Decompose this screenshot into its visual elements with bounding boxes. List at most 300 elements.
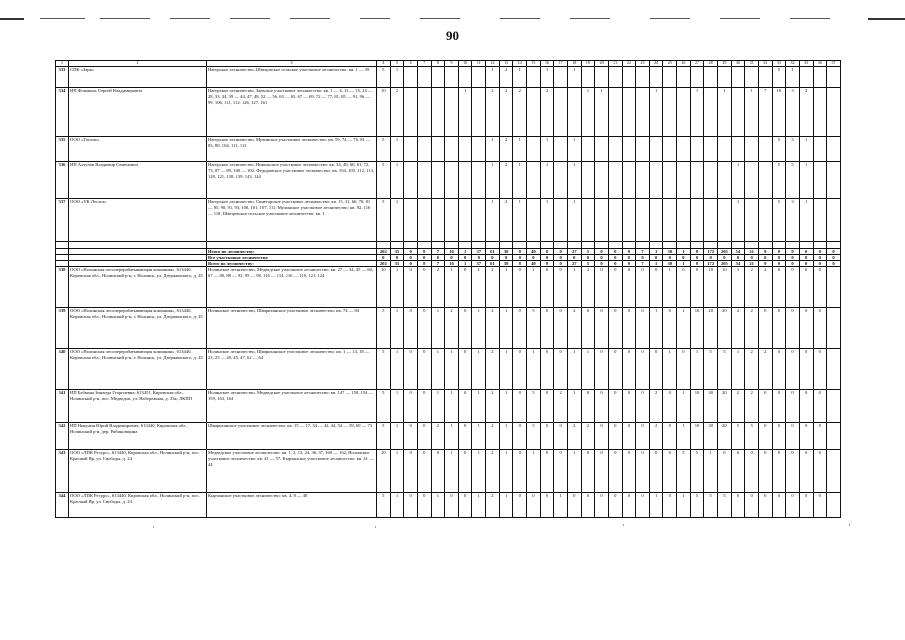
value-cell: 0 <box>663 492 677 517</box>
value-cell: 1 <box>390 198 404 241</box>
value-cell: 0 <box>622 266 636 307</box>
table-row <box>56 87 841 136</box>
scan-border <box>650 18 690 19</box>
value-cell: 0 <box>636 389 650 422</box>
value-cell <box>417 66 431 87</box>
value-cell: 2 <box>499 136 513 161</box>
value-cell: 2 <box>486 266 500 307</box>
value-cell: 0 <box>622 389 636 422</box>
location-cell: Нагорское лесничество, Швецовское сельское участковое лесничество: кв. 1 — 39 <box>207 66 377 87</box>
table-row <box>56 161 841 198</box>
value-cell <box>827 198 841 241</box>
column-number-cell: 2 <box>69 61 207 67</box>
total-value-cell: 0 <box>499 254 513 260</box>
value-cell: 0 <box>786 492 800 517</box>
scan-speck: · <box>622 520 625 530</box>
value-cell: 0 <box>554 266 568 307</box>
value-cell <box>404 198 418 241</box>
value-cell: 0 <box>540 422 554 449</box>
total-value-cell: 0 <box>622 260 636 266</box>
total-value-cell: 0 <box>745 254 759 260</box>
total-value-cell: 0 <box>554 254 568 260</box>
value-cell: 2 <box>649 422 663 449</box>
value-cell: 0 <box>622 492 636 517</box>
value-cell: 1 <box>677 389 691 422</box>
value-cell <box>417 161 431 198</box>
value-cell: 0 <box>799 422 813 449</box>
total-value-cell: 0 <box>786 248 800 254</box>
value-cell: 0 <box>608 449 622 492</box>
value-cell: 0 <box>799 389 813 422</box>
value-cell <box>690 198 704 241</box>
value-cell: 2 <box>390 87 404 136</box>
value-cell: 1 <box>499 389 513 422</box>
value-cell: 1 <box>595 87 609 136</box>
value-cell <box>704 87 718 136</box>
value-cell: 1 <box>567 161 581 198</box>
value-cell: 0 <box>417 422 431 449</box>
total-value-cell: 0 <box>431 254 445 260</box>
total-value-cell: 27 <box>567 248 581 254</box>
value-cell <box>827 389 841 422</box>
value-cell: 5 <box>377 389 391 422</box>
value-cell <box>554 161 568 198</box>
value-cell <box>417 136 431 161</box>
tenant-name-cell: ООО «УК Лесхоз» <box>69 198 207 241</box>
total-value-cell: 0 <box>608 254 622 260</box>
value-cell: 0 <box>540 389 554 422</box>
value-cell: 0 <box>636 492 650 517</box>
value-cell <box>731 66 745 87</box>
total-value-cell: 1 <box>458 248 472 254</box>
total-value-cell: 0 <box>827 254 841 260</box>
value-cell: 2 <box>567 422 581 449</box>
value-cell <box>731 87 745 136</box>
total-value-cell: 0 <box>649 254 663 260</box>
value-cell: 0 <box>608 492 622 517</box>
value-cell <box>663 161 677 198</box>
row-number-cell: 334 <box>56 87 69 136</box>
table-row <box>56 492 841 517</box>
total-value-cell: 0 <box>595 248 609 254</box>
column-number-cell: 28 <box>704 61 718 67</box>
scan-border <box>500 18 540 19</box>
value-cell: 0 <box>622 307 636 348</box>
value-cell: 0 <box>417 307 431 348</box>
value-cell: 0 <box>581 449 595 492</box>
column-number-cell: 31 <box>745 61 759 67</box>
location-cell: Нагорское лесничество, Никольское участковое лесничество: кв. 34, 49, 60, 61, 72, 73, 87 — 89, 100 — 102, Федоровское участковое лесничество: кв. 104, 105, 112, 113, 120, 121, 138, 139, 143, 144 <box>207 161 377 198</box>
value-cell: 1 <box>431 492 445 517</box>
value-cell: 0 <box>772 307 786 348</box>
total-value-cell: 54 <box>731 248 745 254</box>
total-value-cell: 202 <box>377 260 391 266</box>
value-cell <box>677 198 691 241</box>
total-value-cell: 7 <box>636 248 650 254</box>
value-cell: 1 <box>677 492 691 517</box>
value-cell <box>718 136 732 161</box>
value-cell: 5 <box>772 66 786 87</box>
value-cell: 0 <box>513 449 527 492</box>
value-cell: 2 <box>758 348 772 389</box>
value-cell: 2 <box>486 389 500 422</box>
value-cell <box>527 87 541 136</box>
value-cell <box>445 161 459 198</box>
total-value-cell: 0 <box>799 254 813 260</box>
value-cell: 1 <box>499 492 513 517</box>
value-cell <box>677 161 691 198</box>
value-cell: 0 <box>622 348 636 389</box>
column-number-cell: 17 <box>554 61 568 67</box>
value-cell: 0 <box>513 307 527 348</box>
value-cell: 3 <box>786 136 800 161</box>
value-cell <box>622 161 636 198</box>
spacer-cell <box>649 241 663 248</box>
value-cell: 5 <box>772 161 786 198</box>
value-cell: 0 <box>649 449 663 492</box>
spacer-cell <box>690 241 704 248</box>
value-cell <box>404 66 418 87</box>
value-cell: 5 <box>718 348 732 389</box>
value-cell: 0 <box>813 449 827 492</box>
value-cell: 7 <box>758 87 772 136</box>
value-cell: 0 <box>636 449 650 492</box>
location-cell: Нолинское лесничество, Швариханское участковое лесничество: кв. 74 — 84 <box>207 307 377 348</box>
value-cell <box>622 66 636 87</box>
value-cell <box>813 136 827 161</box>
value-cell <box>758 161 772 198</box>
column-number-cell: 15 <box>527 61 541 67</box>
value-cell: 5 <box>690 492 704 517</box>
total-value-cell: 30 <box>663 248 677 254</box>
value-cell <box>445 87 459 136</box>
value-cell <box>704 161 718 198</box>
table-row <box>56 266 841 307</box>
value-cell: 0 <box>608 422 622 449</box>
scan-speck: · <box>848 520 851 530</box>
value-cell: 5 <box>772 136 786 161</box>
value-cell: 0 <box>677 266 691 307</box>
column-number-cell: 30 <box>731 61 745 67</box>
value-cell: 1 <box>472 422 486 449</box>
value-cell <box>663 198 677 241</box>
tenant-name-cell: ИП Никулин Юрий Владимирович; 613440, Кировская обл., Нолинский р-н, дер. Рябиновщина <box>69 422 207 449</box>
table-row <box>56 422 841 449</box>
value-cell <box>472 198 486 241</box>
total-value-cell: 0 <box>458 254 472 260</box>
total-value-cell: 8 <box>540 248 554 254</box>
total-value-cell: 0 <box>404 254 418 260</box>
value-cell: 5 <box>377 136 391 161</box>
column-number-cell: 22 <box>622 61 636 67</box>
value-cell: 5 <box>377 66 391 87</box>
value-cell: 0 <box>540 449 554 492</box>
value-cell <box>758 136 772 161</box>
value-cell: 1 <box>445 422 459 449</box>
spacer-cell <box>445 241 459 248</box>
location-cell: Нагорское лесничество, Синегорское участковое лесничество: кв. 15, 31, 66, 70, 81 — 85, 90, 91, 93, 100, 101, 107, 111, Мулинское участковое лесничество: кв. 92, 116 — 118, Швецовское сельское участковое лесничество: кв. 1 <box>207 198 377 241</box>
value-cell: 1 <box>799 161 813 198</box>
total-value-cell: 0 <box>813 248 827 254</box>
value-cell: 0 <box>758 422 772 449</box>
value-cell: 5 <box>704 492 718 517</box>
value-cell <box>608 198 622 241</box>
location-cell: Кырчанское участковое лесничество: кв. 4, 8 — 40 <box>207 492 377 517</box>
spacer-cell <box>69 241 207 248</box>
value-cell: 2 <box>649 389 663 422</box>
value-cell: 1 <box>445 449 459 492</box>
value-cell: 0 <box>513 492 527 517</box>
value-cell: 0 <box>622 449 636 492</box>
value-cell <box>827 307 841 348</box>
value-cell: 1 <box>513 161 527 198</box>
scan-border <box>290 18 330 19</box>
spacer-cell <box>417 241 431 248</box>
value-cell: 0 <box>513 389 527 422</box>
row-number-cell: 344 <box>56 492 69 517</box>
value-cell: 0 <box>417 492 431 517</box>
value-cell: 0 <box>799 492 813 517</box>
total-value-cell: 40 <box>527 260 541 266</box>
column-number-cell: 20 <box>595 61 609 67</box>
value-cell: 1 <box>431 389 445 422</box>
value-cell <box>813 87 827 136</box>
value-cell: 0 <box>554 422 568 449</box>
spacer-cell <box>404 241 418 248</box>
value-cell <box>622 198 636 241</box>
value-cell: 0 <box>540 492 554 517</box>
value-cell <box>458 161 472 198</box>
total-value-cell: 0 <box>417 254 431 260</box>
value-cell <box>677 66 691 87</box>
value-cell <box>431 161 445 198</box>
total-value-cell: 40 <box>527 248 541 254</box>
total-value-cell: 0 <box>704 254 718 260</box>
value-cell <box>649 198 663 241</box>
value-cell: 10 <box>704 266 718 307</box>
value-cell: 5 <box>690 449 704 492</box>
value-cell: 0 <box>663 389 677 422</box>
row-number-cell: 340 <box>56 348 69 389</box>
scan-border <box>720 18 760 19</box>
total-value-cell: 0 <box>390 254 404 260</box>
value-cell: 1 <box>581 87 595 136</box>
value-cell: 1 <box>663 266 677 307</box>
value-cell: 5 <box>377 492 391 517</box>
column-number-cell: 32 <box>758 61 772 67</box>
value-cell: 2 <box>431 422 445 449</box>
row-number-cell: 342 <box>56 422 69 449</box>
value-cell: 5 <box>704 348 718 389</box>
value-cell: 0 <box>772 449 786 492</box>
value-cell <box>663 87 677 136</box>
total-value-cell: 202 <box>377 248 391 254</box>
total-value-cell: 0 <box>677 254 691 260</box>
total-value-cell: 9 <box>758 260 772 266</box>
spacer-cell <box>799 241 813 248</box>
value-cell: 2 <box>745 307 759 348</box>
column-number-cell: 3 <box>207 61 377 67</box>
total-value-cell: 0 <box>567 254 581 260</box>
total-value-cell: 205 <box>718 260 732 266</box>
value-cell: 0 <box>677 348 691 389</box>
column-number-cell: 9 <box>445 61 459 67</box>
total-value-cell: 8 <box>417 260 431 266</box>
value-cell: 0 <box>813 307 827 348</box>
spacer-cell <box>636 241 650 248</box>
value-cell: 10 <box>690 307 704 348</box>
table-row <box>56 389 841 422</box>
value-cell <box>445 198 459 241</box>
value-cell: 0 <box>417 449 431 492</box>
value-cell: 0 <box>595 307 609 348</box>
spacer-cell <box>486 241 500 248</box>
total-value-cell: 0 <box>827 260 841 266</box>
total-value-cell: 0 <box>786 254 800 260</box>
column-number-cell: 18 <box>567 61 581 67</box>
value-cell: 0 <box>786 389 800 422</box>
value-cell: 0 <box>731 492 745 517</box>
value-cell: 2 <box>486 87 500 136</box>
total-value-cell: 9 <box>758 248 772 254</box>
value-cell <box>458 198 472 241</box>
total-value-cell: 0 <box>377 254 391 260</box>
total-value-cell: 0 <box>445 254 459 260</box>
total-value-cell: 0 <box>404 260 418 266</box>
location-cell: Нагорское лесничество, Мулинское участковое лесничество: кв. 59, 74 — 76, 81 — 83, 89, 104, 111, 112 <box>207 136 377 161</box>
value-cell: 0 <box>540 307 554 348</box>
value-cell: 1 <box>431 348 445 389</box>
column-number-cell: 5 <box>390 61 404 67</box>
spacer-cell <box>677 241 691 248</box>
value-cell <box>581 161 595 198</box>
column-number-cell: 16 <box>540 61 554 67</box>
value-cell: 0 <box>608 348 622 389</box>
value-cell: 0 <box>417 389 431 422</box>
value-cell: 0 <box>663 422 677 449</box>
value-cell: 0 <box>786 266 800 307</box>
total-value-cell: 16 <box>445 260 459 266</box>
value-cell <box>827 87 841 136</box>
column-number-cell: 19 <box>581 61 595 67</box>
spacer-cell <box>704 241 718 248</box>
value-cell: 1 <box>499 307 513 348</box>
value-cell: 10 <box>690 389 704 422</box>
value-cell: 1 <box>472 266 486 307</box>
value-cell: 0 <box>772 422 786 449</box>
value-cell: 5 <box>377 348 391 389</box>
spacer-cell <box>813 241 827 248</box>
value-cell: 0 <box>417 348 431 389</box>
value-cell <box>527 136 541 161</box>
column-number-cell: 25 <box>663 61 677 67</box>
value-cell: 1 <box>390 348 404 389</box>
column-number-cell: 29 <box>718 61 732 67</box>
value-cell: 1 <box>527 348 541 389</box>
value-cell <box>704 66 718 87</box>
total-value-cell: 0 <box>608 248 622 254</box>
totals-label-cell: Всего по лесничеству: <box>207 260 377 266</box>
value-cell <box>649 161 663 198</box>
value-cell: 1 <box>718 87 732 136</box>
total-value-cell: 0 <box>772 260 786 266</box>
total-value-cell: 7 <box>431 260 445 266</box>
total-value-cell: 8 <box>417 248 431 254</box>
total-value-cell: 8 <box>513 248 527 254</box>
value-cell: 1 <box>527 449 541 492</box>
spacer-cell <box>622 241 636 248</box>
value-cell: 1 <box>540 66 554 87</box>
column-number-cell: 1 <box>56 61 69 67</box>
value-cell <box>404 87 418 136</box>
value-cell: 0 <box>622 422 636 449</box>
total-value-cell: 0 <box>554 260 568 266</box>
spacer-cell <box>207 241 377 248</box>
value-cell: 0 <box>786 348 800 389</box>
value-cell: 1 <box>567 449 581 492</box>
value-cell <box>622 87 636 136</box>
tenant-name-cell: ООО «Нолинская лесоперерабатывающая компания», 613440, Кировская обл., Нолинский р-н, г. Нолинск, ул. Дзержинского, д. 45 <box>69 266 207 307</box>
column-number-cell: 8 <box>431 61 445 67</box>
value-cell: 0 <box>636 266 650 307</box>
value-cell: 1 <box>745 87 759 136</box>
value-cell: 1 <box>472 449 486 492</box>
value-cell <box>567 87 581 136</box>
total-value-cell: 8 <box>690 260 704 266</box>
value-cell: 1 <box>499 348 513 389</box>
value-cell: 0 <box>799 348 813 389</box>
value-cell: 0 <box>540 266 554 307</box>
value-cell: 1 <box>390 266 404 307</box>
value-cell <box>581 198 595 241</box>
column-number-cell: 10 <box>458 61 472 67</box>
tenant-name-cell: ИП Ахтулов Владимир Семенович <box>69 161 207 198</box>
scan-speck: · <box>152 522 155 532</box>
location-cell: Нагорское лесничество, Заевское участковое лесничество: кв. 1 — 4, 11 — 15, 24 — 28, 33, 34, 39 — 44, 47, 48, 52 — 56, 63 — 65, 67 — 69, 72 — 77, 81, 85 — 91, 96 — 99, 106, 111, 112, 126, 127, 161 <box>207 87 377 136</box>
value-cell: 1 <box>499 266 513 307</box>
total-value-cell: 0 <box>595 254 609 260</box>
total-value-cell: 8 <box>540 260 554 266</box>
value-cell: 1 <box>649 87 663 136</box>
value-cell: 0 <box>799 266 813 307</box>
value-cell: 2 <box>445 307 459 348</box>
total-value-cell: 21 <box>745 260 759 266</box>
tenant-name-cell: ООО «Нолинская лесоперерабатывающая компания», 613440, Кировская обл., Нолинский р-н, г. Нолинск, ул. Дзержинского, д. 45 <box>69 348 207 389</box>
value-cell: 2 <box>431 266 445 307</box>
spacer-cell <box>554 241 568 248</box>
value-cell: 1 <box>649 492 663 517</box>
spacer-cell <box>458 241 472 248</box>
value-cell: 0 <box>554 348 568 389</box>
value-cell: 5 <box>786 161 800 198</box>
row-number-cell: 336 <box>56 161 69 198</box>
value-cell: 0 <box>417 266 431 307</box>
value-cell <box>472 66 486 87</box>
value-cell: 1 <box>486 66 500 87</box>
value-cell <box>608 87 622 136</box>
value-cell: 1 <box>486 198 500 241</box>
spacer-cell <box>608 241 622 248</box>
value-cell: 0 <box>636 348 650 389</box>
value-cell: 1 <box>731 161 745 198</box>
value-cell: 0 <box>649 266 663 307</box>
value-cell: 0 <box>799 449 813 492</box>
page-number: 90 <box>446 28 459 43</box>
location-cell: Швариханское участковое лесничество: кв. 15 — 17, 34 — 42, 44, 54 — 59, 69 — 73 <box>207 422 377 449</box>
column-number-cell: 33 <box>772 61 786 67</box>
total-value-cell: 0 <box>799 248 813 254</box>
value-cell: 0 <box>404 422 418 449</box>
